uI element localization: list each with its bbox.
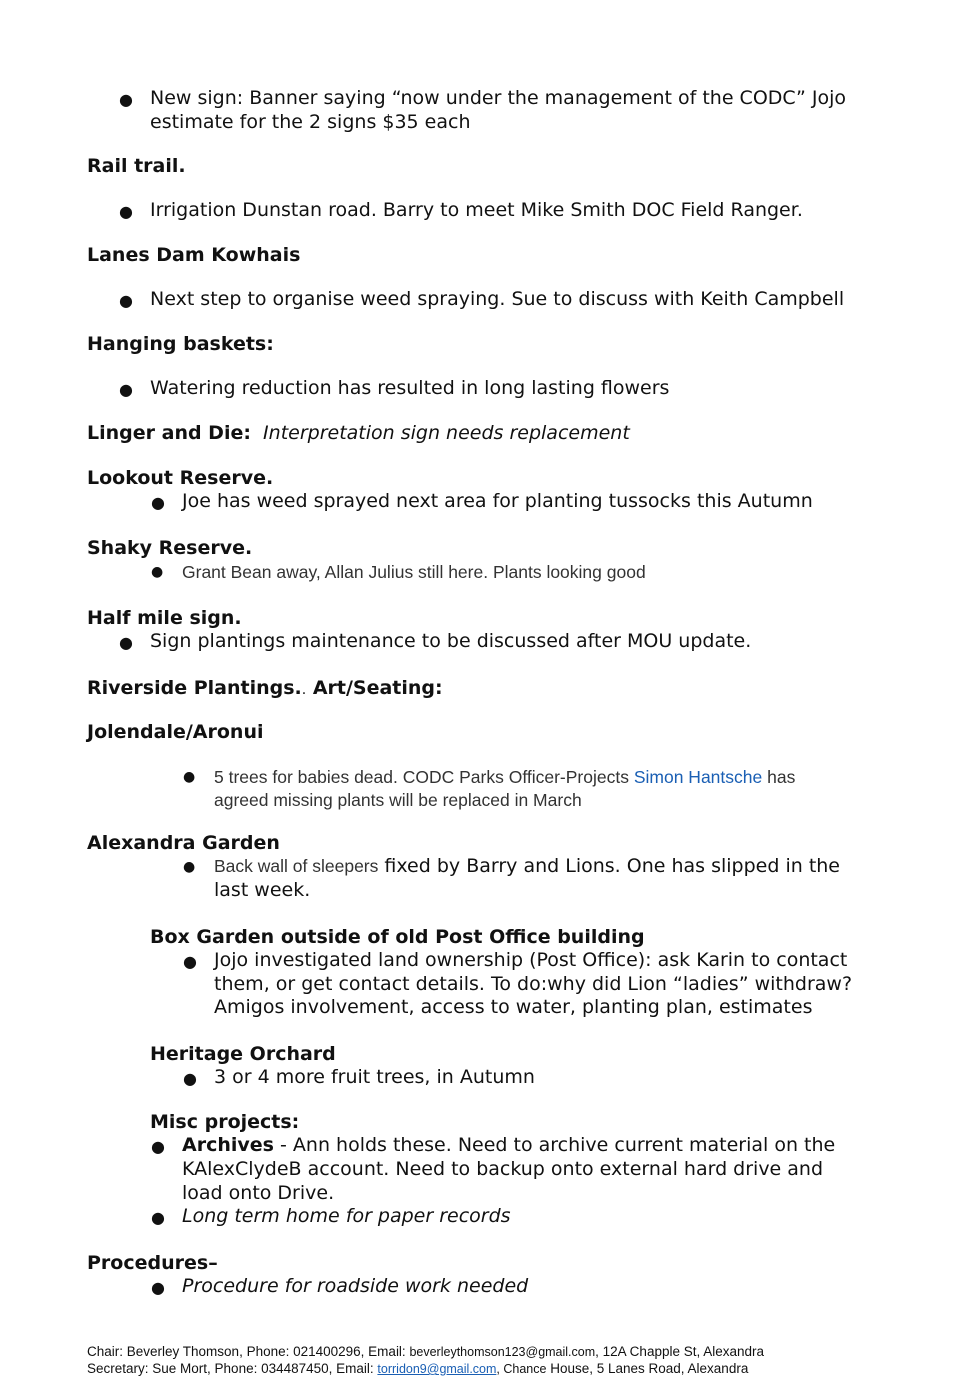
- paper-records-item: Long term home for paper records: [182, 1205, 511, 1227]
- lanes-dam-heading: Lanes Dam Kowhais: [87, 244, 301, 266]
- heritage-orchard-item: 3 or 4 more fruit trees, in Autumn: [214, 1066, 535, 1088]
- archives-item-line-1: [182, 1134, 835, 1157]
- bullet: ●: [119, 380, 133, 399]
- linger-and-die-note: Interpretation sign needs replacement: [263, 422, 630, 444]
- bullet: ●: [183, 769, 196, 785]
- linger-and-die-line: [87, 422, 630, 445]
- half-mile-sign-item: Sign plantings maintenance to be discussed after MOU update.: [150, 630, 752, 652]
- chair-email[interactable]: beverleythomson123@gmail.com: [409, 1345, 596, 1359]
- riverside-heading: Riverside Plantings.: [87, 677, 302, 699]
- secretary-text: Secretary: Sue Mort, Phone: 034487450, Email:: [87, 1361, 378, 1376]
- archives-label: Archives: [182, 1134, 274, 1156]
- hanging-baskets-heading: Hanging baskets:: [87, 333, 274, 355]
- footer-secretary-line: [87, 1360, 748, 1378]
- art-seating-heading: Art/Seating:: [306, 677, 443, 699]
- riverside-dot: .: [301, 682, 307, 698]
- archives-item-line-2: KAlexClydeB account. Need to backup onto external hard drive and: [182, 1158, 824, 1180]
- jolendale-item-line-2: agreed missing plants will be replaced in March: [214, 790, 582, 810]
- alexandra-garden-item-line-2: last week.: [214, 879, 311, 901]
- bullet: ●: [151, 1137, 165, 1156]
- archives-text: - Ann holds these. Need to archive current material on the: [273, 1134, 836, 1156]
- bullet: ●: [119, 202, 133, 221]
- box-garden-item-line-3: Amigos involvement, access to water, planting plan, estimates: [214, 996, 813, 1018]
- bullet: ●: [119, 291, 133, 310]
- bullet: ●: [151, 1208, 165, 1227]
- alexandra-garden-item-line-1: [214, 855, 840, 878]
- lookout-reserve-heading: Lookout Reserve.: [87, 467, 274, 489]
- bullet: ●: [183, 1069, 197, 1088]
- bullet: ●: [183, 952, 197, 971]
- linger-and-die-heading: Linger and Die:: [87, 422, 251, 444]
- chair-text: Chair: Beverley Thomson, Phone: 021400296, Email:: [87, 1344, 410, 1359]
- bullet: ●: [119, 90, 133, 109]
- archives-item-line-3: load onto Drive.: [182, 1182, 335, 1204]
- alexandra-garden-item-rest: fixed by Barry and Lions. One has slipped in the: [378, 855, 840, 877]
- jolendale-item-text: 5 trees for babies dead. CODC Parks Officer-Projects: [214, 767, 634, 787]
- secretary-house-name: , Chance: [496, 1362, 547, 1376]
- new-sign-line-2: estimate for the 2 signs $35 each: [150, 111, 471, 133]
- bullet: ●: [151, 564, 164, 580]
- rail-trail-item: Irrigation Dunstan road. Barry to meet Mike Smith DOC Field Ranger.: [150, 199, 803, 221]
- hanging-baskets-item: Watering reduction has resulted in long lasting flowers: [150, 377, 670, 399]
- box-garden-item-line-1: Jojo investigated land ownership (Post Office): ask Karin to contact: [214, 949, 848, 971]
- box-garden-item-line-2: them, or get contact details. To do:why did Lion “ladies” withdraw?: [214, 973, 853, 995]
- half-mile-sign-heading: Half mile sign.: [87, 607, 242, 629]
- jolendale-heading: Jolendale/Aronui: [87, 721, 264, 743]
- new-sign-line-1: New sign: Banner saying “now under the management of the CODC” Jojo: [150, 87, 847, 109]
- lanes-dam-item: Next step to organise weed spraying. Sue to discuss with Keith Campbell: [150, 288, 845, 310]
- box-garden-heading: Box Garden outside of old Post Office building: [150, 926, 645, 948]
- misc-projects-heading: Misc projects:: [150, 1111, 300, 1133]
- chair-address: , 12A Chapple St, Alexandra: [595, 1344, 765, 1359]
- secretary-email-link[interactable]: torridon9@gmail.com: [377, 1362, 497, 1376]
- footer-chair-line: [87, 1343, 764, 1361]
- bullet: ●: [119, 633, 133, 652]
- rail-trail-heading: Rail trail.: [87, 155, 186, 177]
- shaky-reserve-heading: Shaky Reserve.: [87, 537, 253, 559]
- riverside-heading-line: [87, 677, 443, 702]
- heritage-orchard-heading: Heritage Orchard: [150, 1043, 336, 1065]
- lookout-reserve-item: Joe has weed sprayed next area for planting tussocks this Autumn: [182, 490, 813, 512]
- shaky-reserve-item: Grant Bean away, Allan Julius still here. Plants looking good: [182, 562, 646, 582]
- simon-hantsche-link[interactable]: Simon Hantsche: [633, 767, 763, 787]
- alexandra-garden-item-start: Back wall of sleepers: [214, 856, 379, 876]
- jolendale-item-line-1: [214, 766, 795, 789]
- secretary-address: House, 5 Lanes Road, Alexandra: [546, 1361, 749, 1376]
- jolendale-item-tail: has: [762, 767, 796, 787]
- procedures-item: Procedure for roadside work needed: [182, 1275, 529, 1297]
- bullet: ●: [151, 493, 165, 512]
- bullet: ●: [183, 859, 196, 875]
- alexandra-garden-heading: Alexandra Garden: [87, 832, 280, 854]
- bullet: ●: [151, 1278, 165, 1297]
- procedures-heading: Procedures–: [87, 1252, 218, 1274]
